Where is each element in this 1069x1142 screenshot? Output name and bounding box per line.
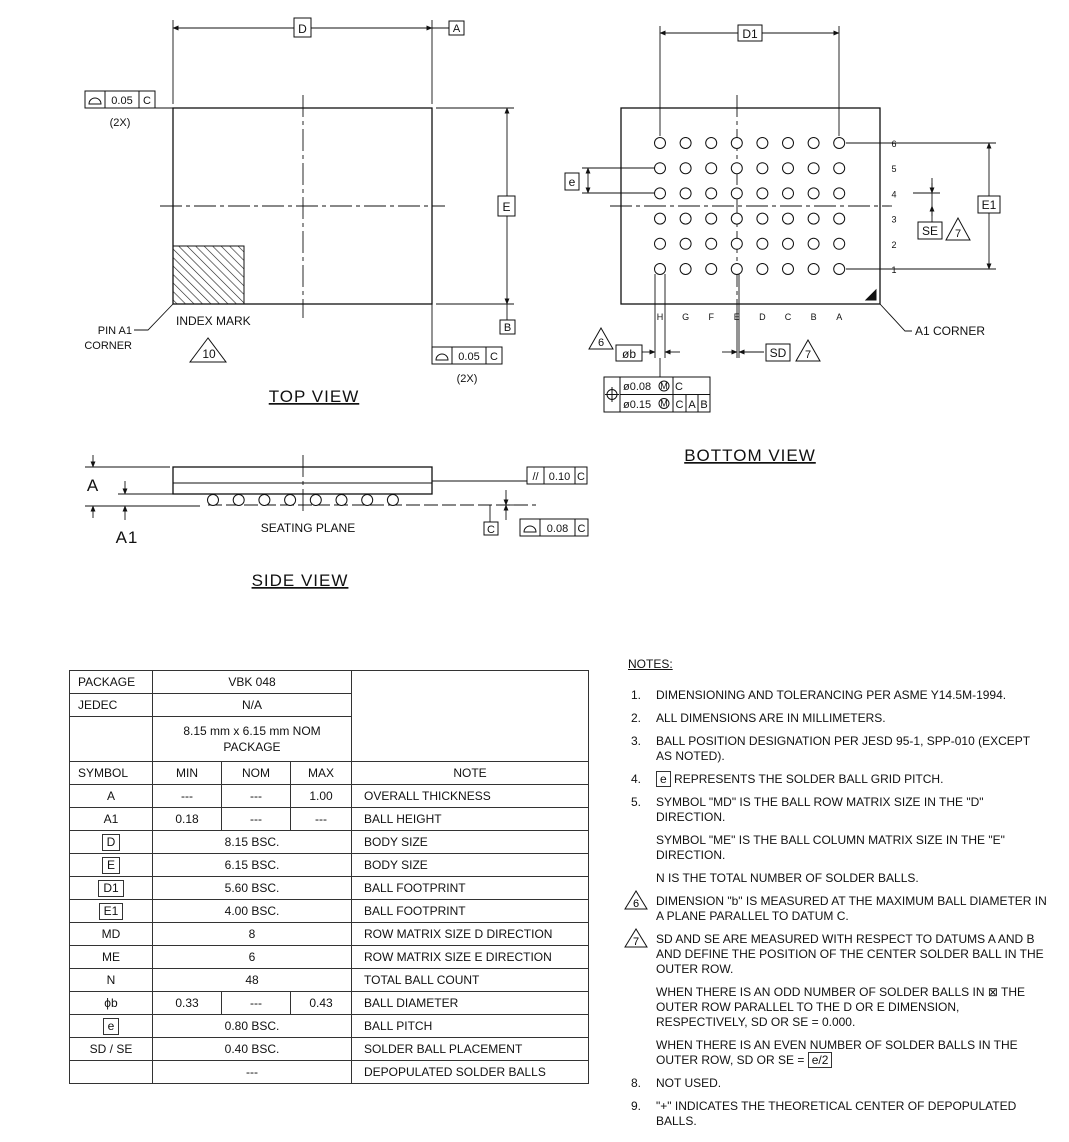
solder-ball (808, 163, 819, 174)
solder-ball (808, 264, 819, 275)
symbol-cell: A1 (70, 808, 153, 831)
svg-text:C: C (490, 351, 498, 363)
dim-a-label: A (86, 476, 100, 495)
solder-ball (783, 264, 794, 275)
side-solder-ball (208, 495, 219, 506)
note-9 (628, 1099, 1048, 1129)
nom-cell: --- (222, 785, 291, 808)
column-label: D (759, 312, 766, 322)
column-label: A (836, 312, 843, 322)
solder-ball (757, 138, 768, 149)
solder-ball (808, 238, 819, 249)
note-number: 1. (631, 688, 642, 702)
dim-sd-label: SD (769, 346, 787, 360)
solder-ball (655, 238, 666, 249)
solder-ball (706, 213, 717, 224)
svg-text:6: 6 (632, 898, 640, 910)
symbol-cell: N (70, 969, 153, 992)
note-cell: BALL HEIGHT (352, 808, 589, 831)
b-note-number: 6 (597, 337, 605, 349)
solder-ball (680, 238, 691, 249)
symbol-cell: ϕb (70, 992, 153, 1015)
symbol-cell: SD / SE (70, 1038, 153, 1061)
pin-a1-corner-label: CORNER (84, 340, 132, 352)
sd-note-number: 7 (804, 349, 812, 361)
note-text: BALL POSITION DESIGNATION PER JESD 95-1, SPP-010 (EXCEPT AS NOTED). (656, 734, 1030, 763)
solder-ball (706, 238, 717, 249)
solder-ball (834, 264, 845, 275)
nom-cell: --- (222, 808, 291, 831)
note-7-sub-2 (628, 1038, 1048, 1068)
min-cell: 0.18 (153, 808, 222, 831)
note-5-sub-1: SYMBOL "ME" IS THE BALL COLUMN MATRIX SIZE IN THE "E" DIRECTION. (656, 833, 1005, 862)
value-cell: 6 (153, 946, 352, 969)
dimension-rows (70, 785, 589, 1084)
datum-a-label: A (452, 23, 461, 35)
note-number: 2. (631, 711, 642, 725)
svg-text:ø0.15: ø0.15 (623, 399, 652, 411)
note-cell: BODY SIZE (352, 854, 589, 877)
column-label: H (656, 312, 664, 322)
dim-d-label: D (298, 22, 307, 36)
note-number: 8. (631, 1076, 642, 1090)
value-cell: 8 (153, 923, 352, 946)
note-cell: BALL DIAMETER (352, 992, 589, 1015)
side-solder-ball (233, 495, 244, 506)
row-label: 4 (891, 189, 897, 200)
min-cell: --- (153, 785, 222, 808)
solder-ball (731, 163, 742, 174)
side-solder-ball (362, 495, 373, 506)
dim-e-label: E (502, 200, 511, 214)
ball-column-labels (657, 312, 842, 322)
svg-text:B: B (700, 399, 708, 411)
note-cell: SOLDER BALL PLACEMENT (352, 1038, 589, 1061)
svg-text:0.08: 0.08 (546, 523, 569, 535)
solder-ball (757, 238, 768, 249)
note-6 (628, 894, 1048, 924)
note-cell: DEPOPULATED SOLDER BALLS (352, 1061, 589, 1084)
package-row (70, 671, 589, 694)
note-6-triangle-icon (624, 890, 648, 910)
boxed-symbol: D1 (98, 880, 123, 897)
symbol-cell: ME (70, 946, 153, 969)
solder-ball (680, 188, 691, 199)
dim-a1-label: A1 (115, 528, 139, 547)
header-nom: NOM (222, 762, 291, 785)
note-number: 9. (631, 1099, 642, 1113)
top-view-caption: TOP VIEW (268, 387, 360, 406)
solder-ball (731, 264, 742, 275)
notes-section (628, 657, 1048, 1137)
note-cell: TOTAL BALL COUNT (352, 969, 589, 992)
note-number: 4. (631, 772, 642, 786)
note-text: NOT USED. (656, 1076, 722, 1090)
jedec-value: N/A (153, 694, 352, 717)
solder-ball (731, 188, 742, 199)
symbol-cell (70, 831, 153, 854)
table-row (70, 1038, 589, 1061)
table-row (70, 1015, 589, 1038)
header-row (70, 762, 589, 785)
boxed-symbol: D (102, 834, 121, 851)
note-1 (628, 688, 1048, 703)
svg-text:0.05: 0.05 (458, 351, 480, 363)
dimension-table (69, 670, 589, 1084)
flatness-tolerance-2 (432, 347, 502, 385)
value-cell: 0.40 BSC. (153, 1038, 352, 1061)
symbol-cell (70, 854, 153, 877)
solder-ball (757, 163, 768, 174)
table-row (70, 900, 589, 923)
ball-row-labels (891, 139, 896, 275)
note-cell: BALL FOOTPRINT (352, 900, 589, 923)
solder-ball (680, 138, 691, 149)
svg-text:A: A (688, 399, 696, 411)
note-cell: BODY SIZE (352, 831, 589, 854)
boxed-symbol: e (103, 1018, 120, 1035)
dim-e-pitch-label: e (568, 175, 576, 189)
index-mark-label: INDEX MARK (176, 314, 251, 328)
solder-ball (706, 188, 717, 199)
solder-ball (757, 188, 768, 199)
blank-cell (70, 717, 153, 762)
svg-text:0.05: 0.05 (111, 95, 133, 107)
note-2 (628, 711, 1048, 726)
dim-e1-label: E1 (981, 198, 997, 212)
note-7 (628, 932, 1048, 977)
flatness-tolerance-1 (85, 91, 155, 129)
column-label: B (810, 312, 817, 322)
header-min: MIN (153, 762, 222, 785)
jedec-label: JEDEC (70, 694, 153, 717)
note-cell: ROW MATRIX SIZE D DIRECTION (352, 923, 589, 946)
table-row (70, 969, 589, 992)
solder-ball (655, 163, 666, 174)
svg-text:C: C (675, 399, 684, 411)
solder-ball (757, 213, 768, 224)
row-label: 1 (891, 265, 897, 275)
solder-ball (731, 213, 742, 224)
position-tolerance-frame (604, 377, 710, 412)
note-text: "+" INDICATES THE THEORETICAL CENTER OF DEPOPULATED BALLS. (656, 1099, 1017, 1128)
side-solder-ball (336, 495, 347, 506)
table-row (70, 923, 589, 946)
solder-ball (834, 163, 845, 174)
note-cell: OVERALL THICKNESS (352, 785, 589, 808)
symbol-cell: MD (70, 923, 153, 946)
solder-ball (808, 213, 819, 224)
value-cell: --- (153, 1061, 352, 1084)
table-row (70, 946, 589, 969)
svg-text:0.10: 0.10 (548, 471, 571, 483)
note-text: DIMENSION "b" IS MEASURED AT THE MAXIMUM BALL DIAMETER IN A PLANE PARALLEL TO DATUM C. (656, 894, 1047, 923)
column-label: C (784, 312, 792, 322)
note-5-sub-2: N IS THE TOTAL NUMBER OF SOLDER BALLS. (656, 871, 919, 885)
pin-a1-label: PIN A1 (97, 325, 132, 337)
svg-text://: // (532, 471, 539, 483)
value-cell: 6.15 BSC. (153, 854, 352, 877)
solder-ball (834, 213, 845, 224)
datum-c-label: C (487, 524, 495, 536)
side-solder-ball (310, 495, 321, 506)
note-8 (628, 1076, 1048, 1091)
note-3 (628, 734, 1048, 764)
se-note-number: 7 (954, 228, 962, 240)
table-row (70, 854, 589, 877)
datum-b-label: B (503, 322, 512, 334)
package-value: VBK 048 (153, 671, 352, 694)
solder-ball (680, 163, 691, 174)
svg-text:C: C (577, 471, 585, 483)
solder-ball (783, 213, 794, 224)
note-cell: BALL PITCH (352, 1015, 589, 1038)
side-solder-ball (285, 495, 296, 506)
solder-ball (655, 264, 666, 275)
side-view (85, 455, 536, 522)
dim-d1-label: D1 (742, 27, 758, 41)
row-label: 2 (891, 239, 897, 250)
package-description: 8.15 mm x 6.15 mm NOM PACKAGE (153, 717, 352, 762)
solder-ball (808, 188, 819, 199)
table-row (70, 831, 589, 854)
row-label: 3 (891, 214, 897, 225)
side-view-caption: SIDE VIEW (251, 571, 349, 590)
blank-cell (352, 671, 589, 762)
row-label: 6 (891, 139, 897, 149)
note-7-triangle-icon (624, 928, 648, 948)
svg-text:C: C (675, 381, 683, 393)
row-label: 5 (891, 164, 897, 175)
solder-ball (731, 238, 742, 249)
solder-ball (757, 264, 768, 275)
note-4 (628, 772, 1048, 787)
note-text: ALL DIMENSIONS ARE IN MILLIMETERS. (656, 711, 886, 725)
note-text: REPRESENTS THE SOLDER BALL GRID PITCH. (674, 772, 944, 786)
table-row (70, 992, 589, 1015)
svg-text:C: C (577, 523, 586, 535)
note-number: 3. (631, 734, 642, 748)
pitch-symbol: e (656, 771, 671, 787)
solder-ball (834, 138, 845, 149)
value-cell: 0.80 BSC. (153, 1015, 352, 1038)
solder-ball (808, 138, 819, 149)
max-cell: 0.43 (291, 992, 352, 1015)
solder-ball (834, 188, 845, 199)
package-label: PACKAGE (70, 671, 153, 694)
note-7-sub-1: WHEN THERE IS AN ODD NUMBER OF SOLDER BALLS IN ⊠ THE OUTER ROW PARALLEL TO THE D OR E DIMENSION, RESPECTIVELY, SD OR SE = 0.000. (656, 985, 1026, 1029)
solder-ball (783, 238, 794, 249)
svg-text:7: 7 (632, 936, 640, 948)
svg-text:C: C (143, 95, 151, 107)
table-row (70, 877, 589, 900)
note-cell: BALL FOOTPRINT (352, 877, 589, 900)
side-solder-ball (387, 495, 398, 506)
bottom-view-caption: BOTTOM VIEW (684, 446, 816, 465)
note-text: SD AND SE ARE MEASURED WITH RESPECT TO DATUMS A AND B AND DEFINE THE POSITION OF THE CENTER SOLDER BALL IN THE OUTER ROW. (656, 932, 1044, 976)
svg-text:ø0.08: ø0.08 (623, 381, 652, 393)
solder-ball (706, 264, 717, 275)
a1-corner-label: A1 CORNER (915, 324, 986, 338)
note-5 (628, 795, 1048, 825)
parallelism-tolerance (527, 467, 587, 484)
value-cell: 48 (153, 969, 352, 992)
boxed-symbol: E1 (99, 903, 124, 920)
table-row (70, 785, 589, 808)
symbol-cell: A (70, 785, 153, 808)
note-text: DIMENSIONING AND TOLERANCING PER ASME Y14.5M-1994. (656, 688, 1007, 702)
side-solder-ball (259, 495, 270, 506)
note-text: SYMBOL "MD" IS THE BALL ROW MATRIX SIZE IN THE "D" DIRECTION. (656, 795, 984, 824)
column-label: G (682, 312, 690, 322)
min-cell: 0.33 (153, 992, 222, 1015)
table-row (70, 808, 589, 831)
header-max: MAX (291, 762, 352, 785)
symbol-cell (70, 900, 153, 923)
solder-ball (706, 163, 717, 174)
solder-ball (783, 138, 794, 149)
nom-cell: --- (222, 992, 291, 1015)
table-row (70, 1061, 589, 1084)
solder-ball (680, 213, 691, 224)
column-label: F (708, 312, 714, 322)
svg-text:(2X): (2X) (109, 117, 131, 129)
top-view (134, 20, 514, 356)
seating-plane-label: SEATING PLANE (260, 521, 356, 535)
header-note: NOTE (352, 762, 589, 785)
note-text: WHEN THERE IS AN EVEN NUMBER OF SOLDER BALLS IN THE OUTER ROW, SD OR SE = (656, 1038, 1018, 1067)
symbol-cell (70, 1015, 153, 1038)
svg-text:M: M (660, 381, 668, 391)
note-number: 5. (631, 795, 642, 809)
svg-text:M: M (660, 398, 668, 409)
value-cell: 5.60 BSC. (153, 877, 352, 900)
solder-ball (680, 264, 691, 275)
note-cell: ROW MATRIX SIZE E DIRECTION (352, 946, 589, 969)
header-symbol: SYMBOL (70, 762, 153, 785)
symbol-cell (70, 877, 153, 900)
solder-ball (655, 188, 666, 199)
solder-ball (834, 238, 845, 249)
solder-ball (706, 138, 717, 149)
solder-ball (731, 138, 742, 149)
solder-ball (783, 163, 794, 174)
solder-ball (655, 213, 666, 224)
value-cell: 4.00 BSC. (153, 900, 352, 923)
index-note-number: 10 (202, 347, 216, 361)
symbol-cell (70, 1061, 153, 1084)
notes-title: NOTES: (628, 657, 673, 671)
half-pitch-symbol: e/2 (808, 1052, 833, 1068)
column-label: E (733, 312, 740, 322)
max-cell: --- (291, 808, 352, 831)
solder-ball (655, 138, 666, 149)
max-cell: 1.00 (291, 785, 352, 808)
side-flatness-tolerance (520, 519, 588, 536)
solder-ball (783, 188, 794, 199)
boxed-symbol: E (102, 857, 120, 874)
dim-se-label: SE (921, 224, 939, 238)
svg-text:(2X): (2X) (456, 373, 478, 385)
index-mark-hatch (173, 246, 244, 304)
value-cell: 8.15 BSC. (153, 831, 352, 854)
dim-b-label: øb (621, 347, 637, 361)
